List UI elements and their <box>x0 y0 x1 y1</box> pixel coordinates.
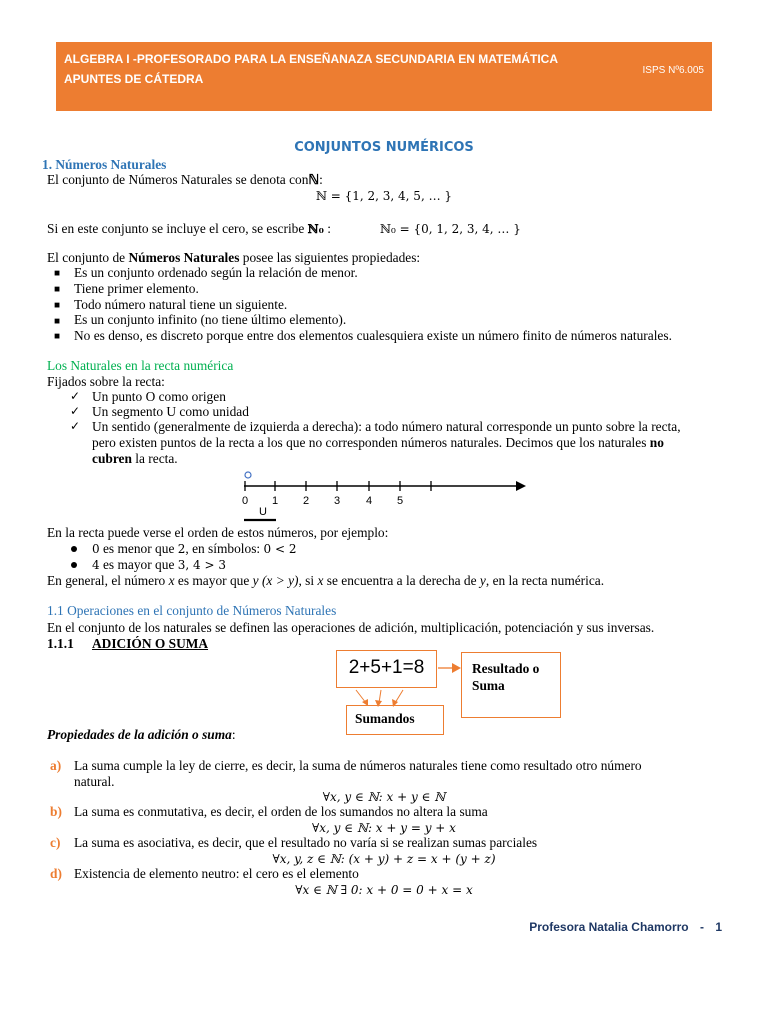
intro-paragraph: El conjunto de Números Naturales se denota conℕ: <box>47 172 323 187</box>
order-example: 0 es menor que 2, en símbolos: 0 < 2 <box>92 541 297 556</box>
unit-label: U <box>259 506 267 518</box>
checkmark-icon: ✓ <box>70 404 81 418</box>
bullet-icon: ■ <box>54 268 61 279</box>
check-item: Un segmento U como unidad <box>92 404 249 419</box>
property-text: La suma cumple la ley de cierre, es decir, la suma de números naturales tiene como resultado otro número <box>74 758 642 773</box>
item-label: b) <box>50 804 62 819</box>
result-box <box>461 652 561 718</box>
arrowhead-icon <box>452 663 461 673</box>
property-text: La suma es conmutativa, es decir, el orden de los sumandos no altera la suma <box>74 804 488 819</box>
properties-intro: El conjunto de Números Naturales posee las siguientes propiedades: <box>47 250 421 265</box>
order-intro: En la recta puede verse el orden de estos números, por ejemplo: <box>47 525 389 540</box>
property-text: La suma es asociativa, es decir, que el resultado no varía si se realizan sumas parciales <box>74 835 538 850</box>
item-label: a) <box>50 758 62 773</box>
tick-label: 3 <box>334 495 341 507</box>
document-title: CONJUNTOS NUMÉRICOS <box>294 140 474 155</box>
closure-formula: ∀x, y ∈ ℕ: x + y ∈ ℕ <box>322 790 446 804</box>
bullet-dot-icon <box>71 546 77 552</box>
header-course-title: ALGEBRA I -PROFESORADO PARA LA ENSEÑANAZA SECUNDARIA EN MATEMÁTICA <box>64 52 558 66</box>
diagram-arrows <box>336 650 466 710</box>
tick-label: 4 <box>366 495 373 507</box>
subsection-heading-recta: Los Naturales en la recta numérica <box>47 358 234 373</box>
subsection-number: 1.1.1 <box>47 636 74 651</box>
number-line-figure <box>230 466 530 526</box>
property-item: Es un conjunto ordenado según la relación de menor. <box>74 265 358 280</box>
order-example: 4 es mayor que 3, 4 > 3 <box>92 557 226 572</box>
page-header-banner <box>56 42 712 111</box>
bullet-icon: ■ <box>54 331 61 342</box>
checkmark-icon: ✓ <box>70 419 81 433</box>
bullet-icon: ■ <box>54 316 61 327</box>
associative-formula: ∀x, y, z ∈ ℕ: (x + y) + z = x + (y + z) <box>272 852 496 866</box>
section-heading-operaciones: 1.1 Operaciones en el conjunto de Números Naturales <box>47 603 337 618</box>
zero-paragraph: Si en este conjunto se incluye el cero, se escribe ℕ₀ : <box>47 221 331 236</box>
general-order-statement: En general, el número x es mayor que y (x > y), si x se encuentra a la derecha de y, en la recta numérica. <box>47 573 605 588</box>
check-item: Un punto O como origen <box>92 389 226 404</box>
origin-marker <box>245 472 251 478</box>
naturals-zero-formula: ℕ₀ = {0, 1, 2, 3, 4, … } <box>380 222 521 236</box>
result-label-line2: Suma <box>472 678 505 693</box>
tick-label: 0 <box>242 495 249 507</box>
properties-title: Propiedades de la adición o suma: <box>47 727 236 742</box>
check-item: Un sentido (generalmente de izquierda a derecha): a todo número natural corresponde un punto sobre la recta, <box>92 419 681 434</box>
page-footer <box>529 920 722 934</box>
property-item: No es denso, es discreto porque entre dos elementos cualesquiera existe un número finito de números naturales. <box>74 328 672 343</box>
section-heading-naturales: 1. Números Naturales <box>42 157 167 172</box>
naturals-set-formula: ℕ = {1, 2, 3, 4, 5, … } <box>315 189 453 203</box>
operations-intro: En el conjunto de los naturales se definen las operaciones de adición, multiplicación, potenciación y sus inversas. <box>47 620 655 635</box>
tick-label: 2 <box>303 495 310 507</box>
arrowhead-icon <box>516 481 526 491</box>
neutral-element-formula: ∀x ∈ ℕ ∃ 0: x + 0 = 0 + x = x <box>295 883 473 897</box>
header-subtitle: APUNTES DE CÁTEDRA <box>64 72 204 86</box>
footer-separator: - <box>699 920 704 934</box>
sumandos-label: Sumandos <box>355 711 415 726</box>
item-label: c) <box>50 835 61 850</box>
commutative-formula: ∀x, y ∈ ℕ: x + y = y + x <box>312 821 456 835</box>
bullet-icon: ■ <box>54 300 61 311</box>
check-item-continued: cubren la recta. <box>92 451 178 466</box>
bullet-icon: ■ <box>54 284 61 295</box>
footer-author: Profesora Natalia Chamorro <box>529 920 689 934</box>
header-institution-code: ISPS Nº6.005 <box>642 65 704 76</box>
result-label-line1: Resultado o <box>472 661 540 676</box>
page-number: 1 <box>715 920 722 934</box>
property-text: Existencia de elemento neutro: el cero es el elemento <box>74 866 359 881</box>
subsection-title-adicion: ADICIÓN O SUMA <box>92 636 209 651</box>
checkmark-icon: ✓ <box>70 389 81 403</box>
recta-intro: Fijados sobre la recta: <box>47 374 165 389</box>
bullet-dot-icon <box>71 562 77 568</box>
property-text-cont: natural. <box>74 774 115 789</box>
property-item: Tiene primer elemento. <box>74 281 199 296</box>
sumandos-box <box>346 705 444 735</box>
property-item: Todo número natural tiene un siguiente. <box>74 297 288 312</box>
item-label: d) <box>50 866 62 881</box>
tick-label: 1 <box>272 495 279 507</box>
tick-label: 5 <box>397 495 404 507</box>
check-item-continued: pero existen puntos de la recta a los que no corresponden números naturales. Decimos que los naturales no <box>92 435 664 450</box>
sumando-arrow <box>395 690 403 703</box>
property-item: Es un conjunto infinito (no tiene último elemento). <box>74 312 347 327</box>
addition-expression: 2+5+1=8 <box>348 657 425 678</box>
